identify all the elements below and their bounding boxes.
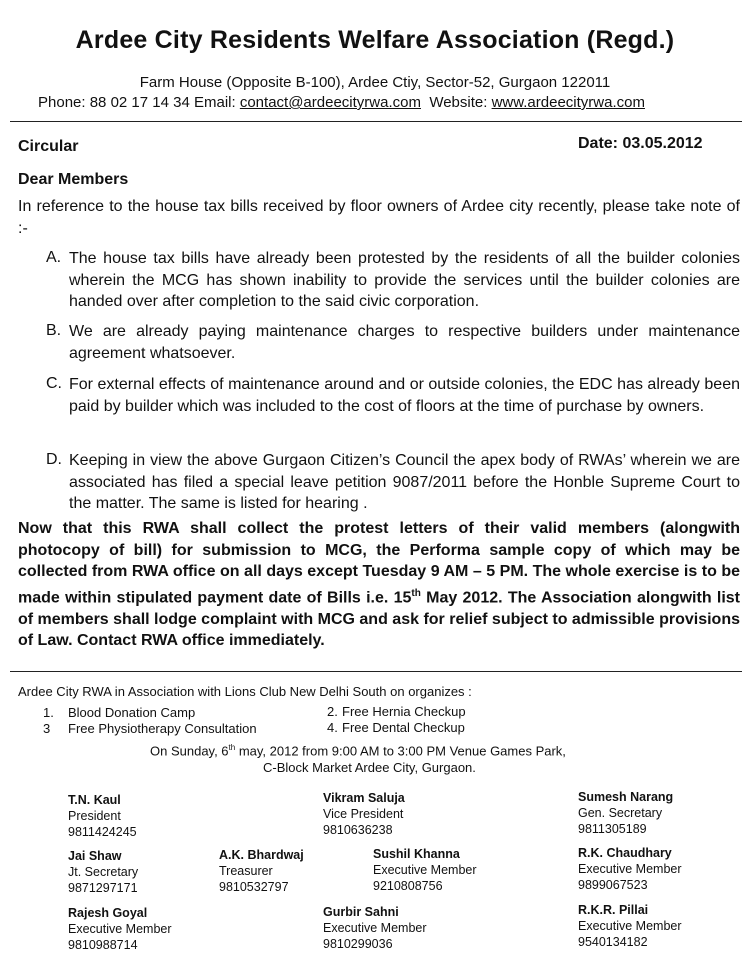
schedule-text-1: On Sunday, 6 (150, 743, 229, 759)
point-letter: D. (46, 451, 62, 468)
signatory-role: Executive Member (578, 919, 682, 933)
point-text: For external effects of maintenance around and or outside colonies, the EDC has already been paid by builder which was included to the cost of floors at the time of purchase by owners. (69, 376, 740, 415)
phone-number: 88 02 17 14 34 (89, 94, 190, 111)
signatory-role: President (68, 809, 121, 823)
email-link[interactable]: contact@ardeecityrwa.com (239, 94, 421, 111)
website-label: Website: (429, 94, 488, 111)
signatory (68, 848, 138, 896)
camp-item-number: 3 (43, 721, 51, 736)
signatory-name: Rajesh Goyal (68, 906, 148, 920)
signatory-phone: 9810988714 (68, 938, 138, 952)
point-text: The house tax bills have already been protested by the residents of all the builder colonies wherein the MCG has shown inability to provide the services until the builder colonies are handed over after completion to the said civic corporation. (69, 250, 740, 310)
org-address: Farm House (Opposite B-100), Ardee Ctiy, Sector-52, Gurgaon 122011 (139, 74, 611, 91)
camp-item: Free Physiotherapy Consultation (68, 721, 257, 736)
collection-notice (18, 518, 740, 652)
circular-date: Date: 03.05.2012 (578, 135, 703, 152)
intro-paragraph: In reference to the house tax bills received by floor owners of Ardee city recently, please take note of :- (18, 198, 740, 237)
header-divider (10, 121, 742, 122)
phone-label: Phone: (38, 94, 86, 111)
website-link[interactable]: www.ardeecityrwa.com (491, 94, 645, 111)
signatory (578, 789, 673, 837)
signatory-name: Sumesh Narang (578, 790, 674, 804)
camp-intro: Ardee City RWA in Association with Lions Club New Delhi South on organizes : (18, 684, 472, 699)
notice-text-2: May 2012. The Association alongwith list of members shall lodge complaint with MCG and ask for relief subject to admissible provisions of Law. Contact RWA office immediately. (18, 589, 740, 650)
notice-divider (10, 671, 742, 672)
camp-item: Free Dental Checkup (342, 720, 465, 735)
salutation: Dear Members (18, 171, 129, 188)
schedule-text-2: may, 2012 from 9:00 AM to 3:00 PM Venue Games Park, (235, 743, 566, 759)
signatory (578, 845, 682, 893)
camp-schedule (150, 743, 566, 758)
signatory-role: Vice President (323, 807, 404, 821)
signatory-name: R.K. Chaudhary (578, 846, 672, 860)
signatory-phone: 9810299036 (323, 937, 393, 951)
point-text: Keeping in view the above Gurgaon Citizen’s Council the apex body of RWAs’ wherein we are associated has filed a special leave petition 9087/2011 before the Honble Supreme Court to the matter. The same is listed for hearing . (69, 452, 740, 512)
signatory-role: Gen. Secretary (578, 806, 663, 820)
signatory-role: Executive Member (323, 921, 427, 935)
signatory-name: Jai Shaw (68, 849, 122, 863)
signatory-role: Executive Member (578, 862, 682, 876)
signatory-phone: 9811305189 (578, 822, 647, 836)
point-text: We are already paying maintenance charges to respective builders under maintenance agreement whatsoever. (69, 323, 740, 362)
signatory (68, 905, 172, 953)
signatory-phone: 9811424245 (68, 825, 137, 839)
signatory (323, 904, 427, 952)
signatory-name: A.K. Bhardwaj (219, 848, 304, 862)
signatory (68, 792, 137, 840)
schedule-superscript: th (228, 743, 236, 752)
signatory-phone: 9871297171 (68, 881, 138, 895)
signatory-phone: 9810636238 (323, 823, 393, 837)
signatory-name: Sushil Khanna (373, 847, 460, 861)
signatory-phone: 9540134182 (578, 935, 648, 949)
point-letter: C. (46, 375, 62, 392)
signatory (219, 847, 304, 895)
signatory-name: Vikram Saluja (323, 791, 405, 805)
signatory-name: T.N. Kaul (68, 793, 121, 807)
signatory (373, 846, 477, 894)
email-label: Email: (193, 94, 236, 111)
org-name: Ardee City Residents Welfare Association (Regd.) (75, 26, 675, 54)
signatory-name: R.K.R. Pillai (578, 903, 649, 917)
signatory (323, 790, 405, 838)
camp-item: Free Hernia Checkup (342, 704, 466, 719)
signatory-role: Jt. Secretary (68, 865, 139, 879)
camp-item-number: 4. (327, 720, 338, 735)
signatory-phone: 9899067523 (578, 878, 648, 892)
notice-superscript: th (411, 587, 421, 599)
signatory-name: Gurbir Sahni (323, 905, 399, 919)
point-letter: A. (46, 249, 62, 266)
circular-title: Circular (18, 138, 79, 155)
point-letter: B. (46, 322, 62, 339)
camp-item-number: 2. (327, 704, 338, 719)
signatory-phone: 9210808756 (373, 879, 443, 893)
contact-line (38, 94, 645, 111)
camp-item-number: 1. (43, 705, 54, 720)
signatory (578, 902, 682, 950)
camp-item: Blood Donation Camp (68, 705, 196, 720)
signatory-role: Executive Member (68, 922, 172, 936)
camp-venue: C-Block Market Ardee City, Gurgaon. (263, 760, 476, 775)
notice-text-1: Now that this RWA shall collect the protest letters of their valid members (alongwith photocopy of bill) for submission to MCG, the Performa sample copy of which may be collected from RWA office on all days except Tuesday 9 AM – 5 PM. The whole exercise is to be made within stipulated payment date of Bills i.e. 15 (18, 520, 740, 607)
signatory-phone: 9810532797 (219, 880, 289, 894)
signatory-role: Treasurer (219, 864, 273, 878)
signatory-role: Executive Member (373, 863, 477, 877)
